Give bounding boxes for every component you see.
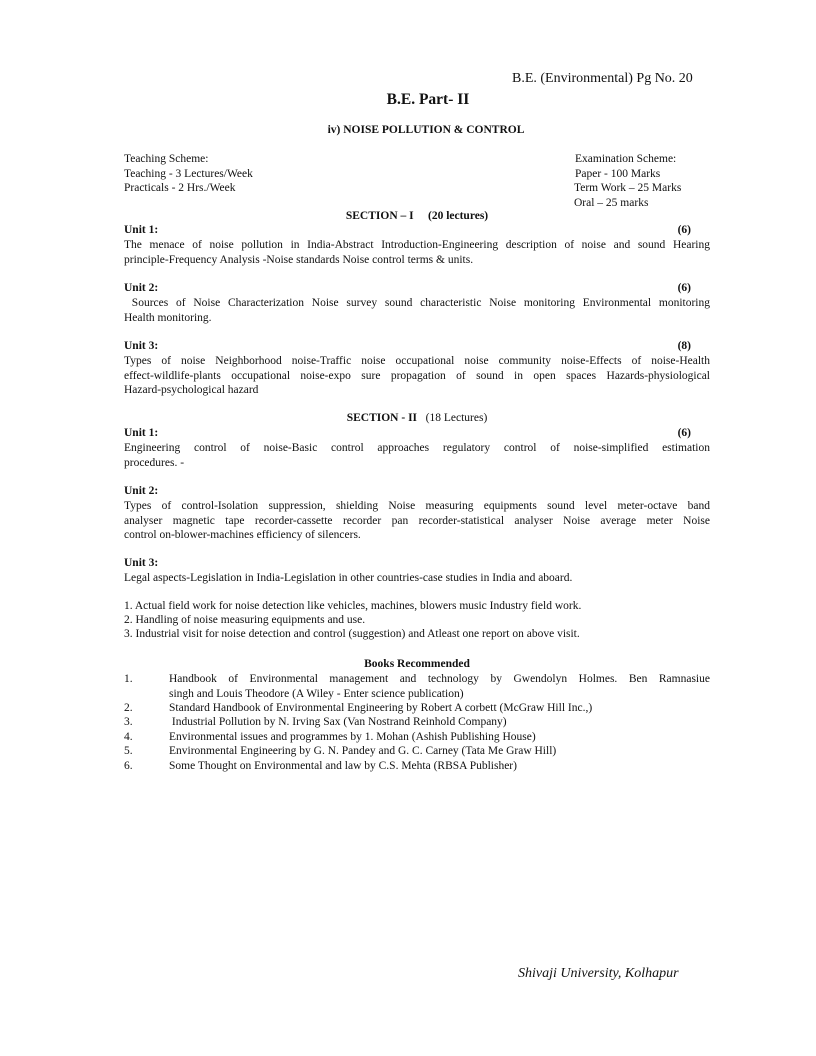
book-item-1 [124,672,710,701]
section-2-heading [0,412,816,424]
exam-scheme-heading: Examination Scheme: [575,153,677,165]
unit-label: Unit 3: [124,557,159,569]
unit-label: Unit 2: [124,282,159,294]
teaching-practicals: Practicals - 2 Hrs./Week [124,182,236,194]
section-1-lectures: (20 lectures) [427,210,489,222]
body-line: Sources of Noise Characterization Noise survey sound characteristic Noise monitoring Environmental monitoring [124,297,710,309]
unit-label: Unit 1: [124,224,159,236]
page-reference: B.E. (Environmental) Pg No. 20 [512,71,693,86]
page-title: B.E. Part- II [386,91,470,108]
section-1-heading [0,210,816,222]
book-text: Industrial Pollution by N. Irving Sax (Van Nostrand Reinhold Company) [169,716,507,728]
teaching-scheme-heading: Teaching Scheme: [124,153,209,165]
book-text: singh and Louis Theodore (A Wiley - Enter science publication) [169,687,464,700]
book-text: Environmental Engineering by G. N. Pandey and G. C. Carney (Tata Me Graw Hill) [169,745,557,757]
s2-unit1-header [124,427,691,439]
examination-scheme [574,152,681,210]
s1-unit2-header [124,282,691,294]
s1-unit1-header [124,224,691,236]
book-item-5 [124,744,710,759]
body-line: Hazard-psychological hazard [124,384,259,396]
footer-university: Shivaji University, Kolhapur [518,966,679,981]
unit-hours: (8) [677,340,691,352]
s2-unit2-header [124,485,691,497]
body-line: control on-blower-machines efficiency of silencers. [124,529,361,541]
teaching-scheme [124,152,253,196]
book-item-4 [124,730,710,745]
s1-unit3-body [124,354,710,398]
book-number: 6. [124,760,133,772]
body-line: Health monitoring. [124,311,212,324]
body-line: Legal aspects-Legislation in India-Legislation in other countries-case studies in India and aboard. [124,572,573,584]
s1-unit3-header [124,340,691,352]
exam-term-work: Term Work – 25 Marks [574,182,682,194]
practical-item-2: 2. Handling of noise measuring equipments and use. [124,614,366,626]
body-line: Engineering control of noise-Basic control approaches regulatory control of noise-simplified estimation [124,442,710,454]
s2-unit2-body [124,499,710,543]
unit-label: Unit 3: [124,340,159,352]
book-text: Standard Handbook of Environmental Engineering by Robert A corbett (McGraw Hill Inc.,) [169,702,593,714]
section-2-title: SECTION - II [346,412,418,424]
teaching-lectures: Teaching - 3 Lectures/Week [124,167,253,180]
unit-hours: (6) [677,282,691,294]
book-item-3 [124,715,710,730]
course-title: iv) NOISE POLLUTION & CONTROL [327,124,525,136]
body-line: Types of noise Neighborhood noise-Traffic noise occupational noise community noise-Effects of noise-Health [124,355,710,367]
unit-hours: (6) [677,224,691,236]
exam-oral: Oral – 25 marks [574,196,649,209]
practical-item-3: 3. Industrial visit for noise detection and control (suggestion) and Atleast one report on above visit. [124,628,580,640]
body-line: effect-wildlife-plants occupational noise-expo sure propagation of sound in open spaces Hazards-physiological [124,369,710,382]
book-number: 2. [124,702,133,714]
book-text: Some Thought on Environmental and law by C.S. Mehta (RBSA Publisher) [169,760,517,772]
s2-unit3-body [124,571,710,586]
book-text: Handbook of Environmental management and technology by Gwendolyn Holmes. Ben Ramnasiue [169,673,710,685]
practical-item-1: 1. Actual field work for noise detection like vehicles, machines, blowers music Industry field work. [124,600,582,612]
books-heading: Books Recommended [364,658,470,670]
book-number: 3. [124,716,133,728]
book-item-2 [124,701,710,716]
s2-unit1-body [124,441,710,470]
unit-hours: (6) [677,427,691,439]
s1-unit2-body [124,296,710,325]
unit-label: Unit 2: [124,485,159,497]
book-number: 1. [124,673,133,685]
s1-unit1-body [124,238,710,267]
body-line: The menace of noise pollution in India-Abstract Introduction-Engineering description of noise and sound Hearing [124,239,710,251]
body-line: analyser magnetic tape recorder-cassette recorder pan recorder-statistical analyser Noise average meter Noise [124,514,710,527]
book-text: Environmental issues and programmes by 1. Mohan (Ashish Publishing House) [169,731,536,743]
unit-label: Unit 1: [124,427,159,439]
body-line: procedures. - [124,456,185,469]
s2-unit3-header [124,557,691,569]
book-item-6 [124,759,710,774]
section-1-title: SECTION – I [345,210,414,222]
exam-paper: Paper - 100 Marks [575,167,661,180]
body-line: principle-Frequency Analysis -Noise standards Noise control terms & units. [124,253,474,266]
section-2-lectures: (18 Lectures) [425,412,488,424]
book-number: 4. [124,731,133,743]
book-number: 5. [124,745,133,757]
body-line: Types of control-Isolation suppression, shielding Noise measuring equipments sound level meter-octave band [124,500,710,512]
